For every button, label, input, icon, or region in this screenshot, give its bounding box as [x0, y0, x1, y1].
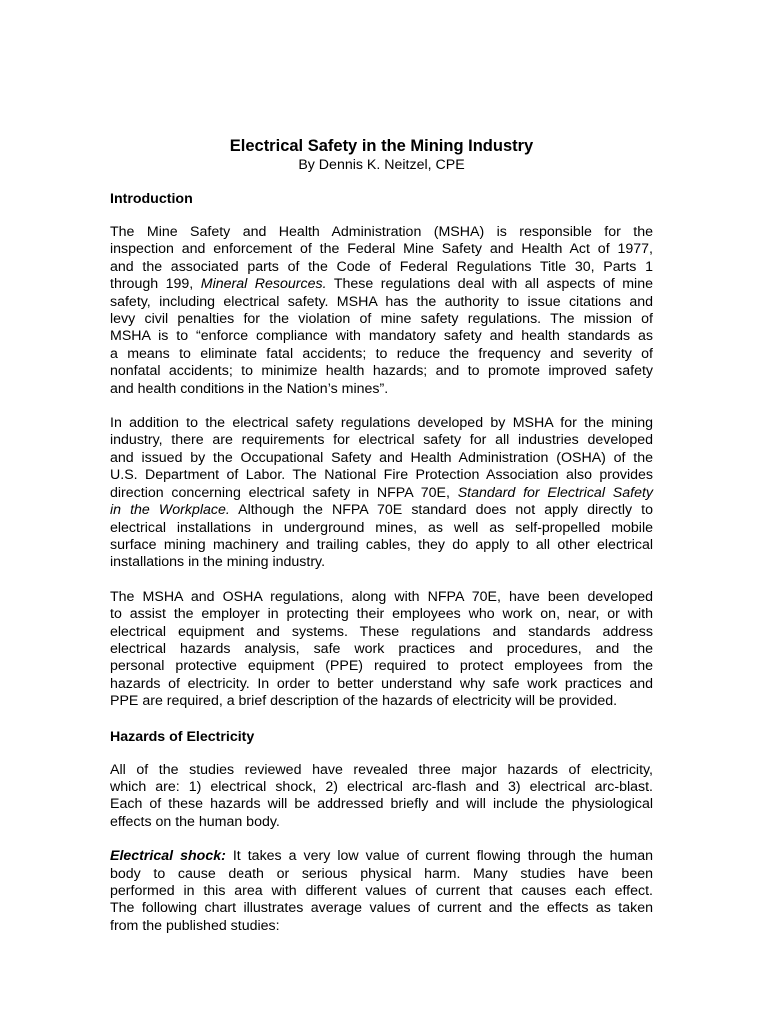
italic-title: Standard for Electrical Safety — [457, 484, 653, 501]
paragraph-line: through 199, Mineral Resources. These regulations deal with all aspects of mine — [110, 276, 653, 293]
paragraph-line: surface mining machinery and trailing cables, they do apply to all other electrical — [110, 536, 653, 553]
intro-paragraph-3 — [110, 589, 653, 711]
paragraph-line: electrical installations in underground mines, as well as self-propelled mobile — [110, 519, 653, 536]
paragraph-line: MSHA is to “enforce compliance with mandatory safety and health standards as — [110, 328, 653, 345]
paragraph-line: to assist the employer in protecting their employees who work on, near, or with — [110, 606, 653, 623]
intro-paragraph-1 — [110, 224, 653, 398]
paragraph-line: direction concerning electrical safety in NFPA 70E, Standard for Electrical Safety — [110, 484, 653, 501]
paragraph-line: electrical hazards analysis, safe work practices and procedures, and the — [110, 640, 653, 657]
paragraph-line: a means to eliminate fatal accidents; to reduce the frequency and severity of — [110, 345, 653, 362]
paragraph-line: performed in this area with different values of current that causes each effect. — [110, 883, 653, 899]
paragraph-line: In addition to the electrical safety regulations developed by MSHA for the mining — [110, 415, 653, 432]
paragraph-line: and health conditions in the Nation’s mines”. — [110, 380, 389, 397]
paragraph-line: industry, there are requirements for electrical safety for all industries developed — [110, 432, 653, 449]
paragraph-line: and issued by the Occupational Safety and Health Administration (OSHA) of the — [110, 449, 653, 466]
paragraph-line: U.S. Department of Labor. The National Fire Protection Association also provides — [110, 467, 653, 484]
paragraph-line: PPE are required, a brief description of the hazards of electricity will be provided. — [110, 693, 618, 710]
paragraph-line: The Mine Safety and Health Administration (MSHA) is responsible for the — [110, 224, 653, 240]
italic-title: in the Workplace. — [110, 502, 230, 519]
hazards-paragraph-2 — [110, 848, 653, 935]
paragraph-line: Electrical shock: It takes a very low value of current flowing through the human — [110, 848, 653, 865]
paragraph-line: installations in the mining industry. — [110, 554, 326, 571]
italic-title: Mineral Resources. — [200, 276, 327, 293]
document-byline: By Dennis K. Neitzel, CPE — [298, 157, 465, 173]
section-heading-introduction: Introduction — [110, 191, 193, 207]
paragraph-line: from the published studies: — [110, 917, 280, 934]
paragraph-line: Each of these hazards will be addressed briefly and will include the physiological — [110, 796, 653, 813]
paragraph-line: hazards of electricity. In order to better understand why safe work practices and — [110, 675, 653, 692]
paragraph-line: effects on the human body. — [110, 813, 280, 830]
paragraph-line: nonfatal accidents; to minimize health hazards; and to promote improved safety — [110, 363, 653, 380]
document-title: Electrical Safety in the Mining Industry — [229, 137, 534, 155]
paragraph-line: in the Workplace. Although the NFPA 70E standard does not apply directly to — [110, 502, 653, 519]
paragraph-line: safety, including electrical safety. MSHA has the authority to issue citations and — [110, 293, 653, 310]
paragraph-line: electrical equipment and systems. These regulations and standards address — [110, 623, 653, 640]
paragraph-line: All of the studies reviewed have revealed three major hazards of electricity, — [110, 761, 653, 778]
document-page — [110, 136, 653, 952]
paragraph-line: which are: 1) electrical shock, 2) electrical arc-flash and 3) electrical arc-blast. — [110, 778, 653, 795]
paragraph-line: and the associated parts of the Code of Federal Regulations Title 30, Parts 1 — [110, 258, 653, 275]
run-in-heading: Electrical shock: — [110, 848, 226, 865]
section-heading-hazards: Hazards of Electricity — [110, 728, 255, 745]
paragraph-line: The MSHA and OSHA regulations, along with NFPA 70E, have been developed — [110, 588, 653, 605]
paragraph-line: The following chart illustrates average values of current and the effects as taken — [110, 900, 653, 917]
paragraph-line: levy civil penalties for the violation of mine safety regulations. The mission of — [110, 311, 653, 328]
paragraph-line: body to cause death or serious physical harm. Many studies have been — [110, 865, 653, 882]
paragraph-line: inspection and enforcement of the Federal Mine Safety and Health Act of 1977, — [110, 241, 653, 258]
intro-paragraph-2 — [110, 415, 653, 572]
paragraph-line: personal protective equipment (PPE) required to protect employees from the — [110, 658, 653, 675]
hazards-paragraph-1 — [110, 762, 653, 832]
